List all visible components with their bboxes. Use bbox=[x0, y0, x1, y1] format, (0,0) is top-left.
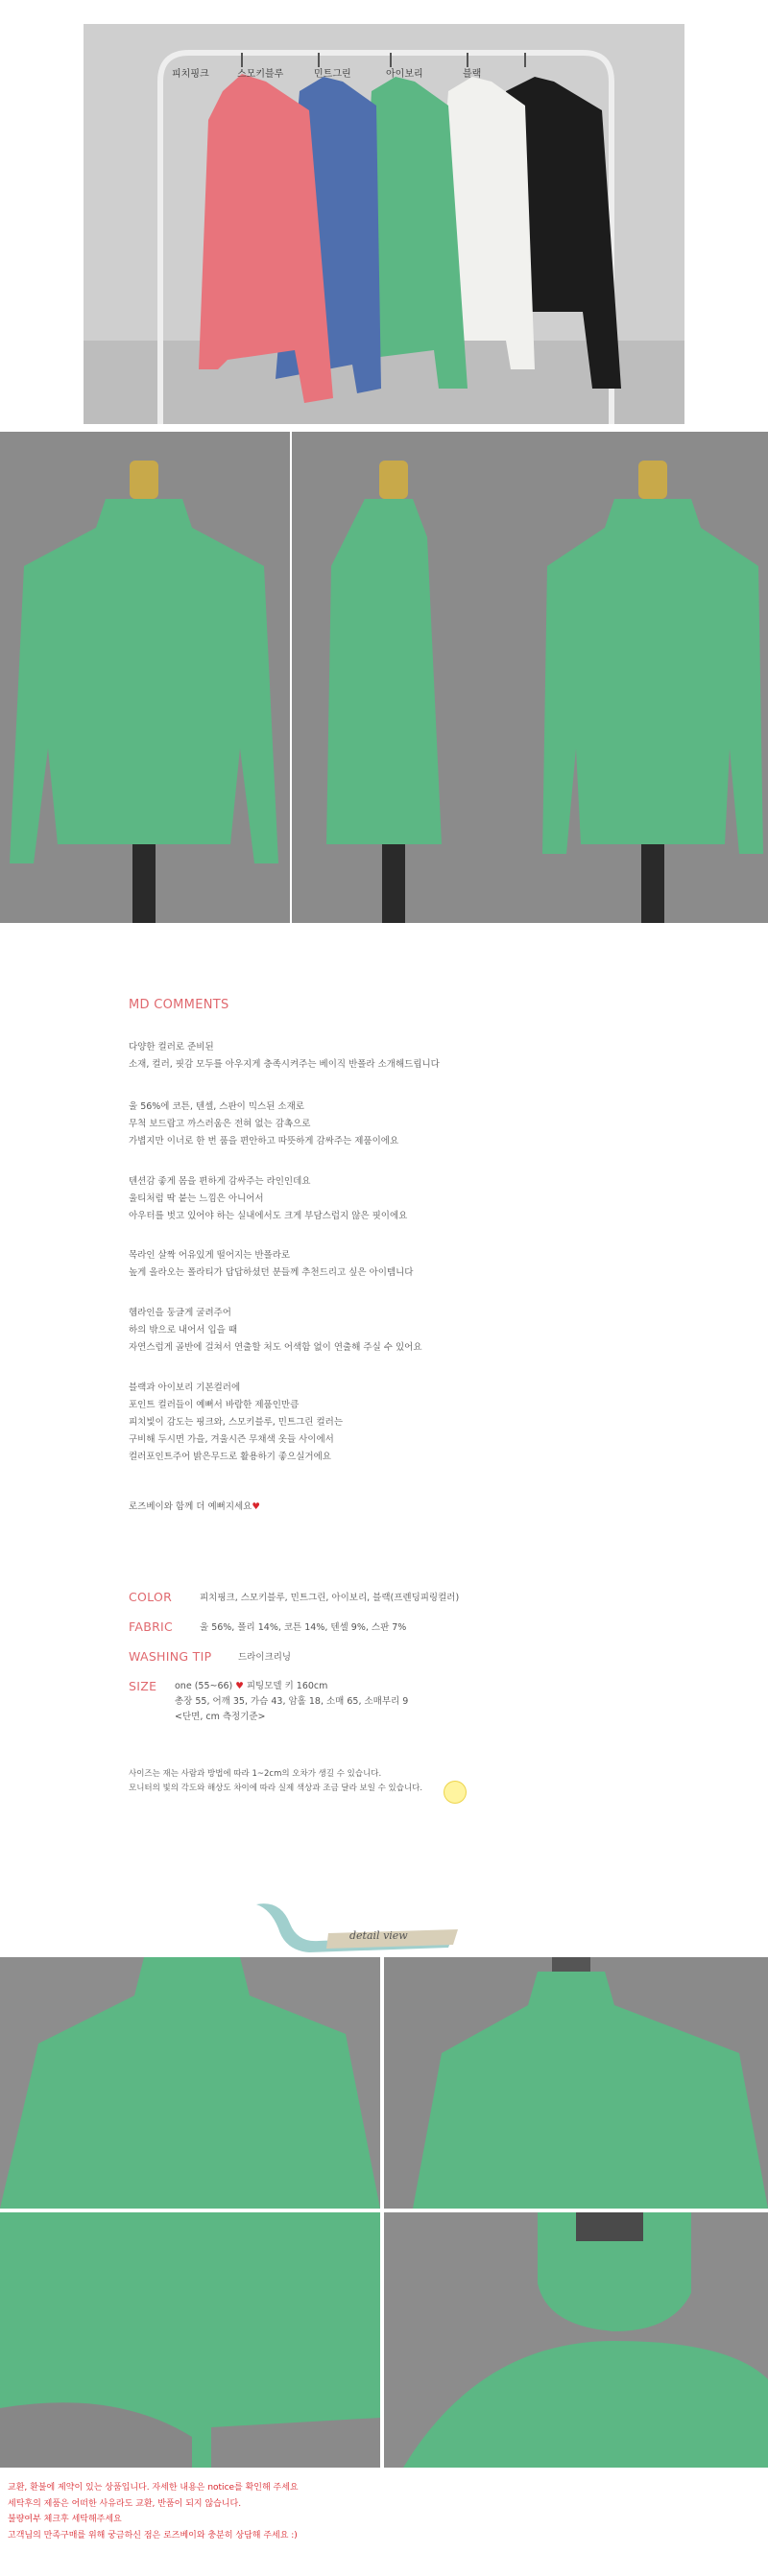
comment-line: 헴라인을 둥글게 굴려주어 bbox=[129, 1308, 231, 1318]
size-range: one (55~66) bbox=[175, 1681, 233, 1691]
size-note-line: 사이즈는 재는 사람과 방법에 따라 1~2cm의 오차가 생길 수 있습니다. bbox=[129, 1769, 382, 1779]
return-notice bbox=[8, 2480, 299, 2543]
detail-view-banner bbox=[252, 1895, 463, 1952]
size-measure-basis: <단면, cm 측정기준> bbox=[175, 1712, 266, 1722]
spec-size-value bbox=[175, 1679, 408, 1725]
fitting-model-height: 피팅모델 키 160cm bbox=[246, 1681, 328, 1691]
comment-line: 하의 밖으로 내어서 입을 때 bbox=[129, 1325, 238, 1335]
notice-line: 교환, 환불에 제약이 있는 상품입니다. 자세한 내용은 notice를 확인해 주세요 bbox=[8, 2483, 299, 2493]
heart-icon: ♥ bbox=[252, 1501, 260, 1512]
size-measurements: 총장 55, 어깨 35, 가슴 43, 암홀 18, 소매 65, 소매부리 9 bbox=[175, 1696, 409, 1707]
comment-paragraph-4 bbox=[129, 1247, 413, 1282]
comment-paragraph-6 bbox=[129, 1380, 343, 1466]
comment-line: 다양한 컬러로 준비된 bbox=[129, 1042, 214, 1052]
comment-paragraph-3 bbox=[129, 1173, 407, 1225]
mannequin-views-photo bbox=[0, 432, 768, 923]
spec-color-key: COLOR bbox=[129, 1590, 173, 1604]
comment-line: 목라인 살짝 어유있게 떨어지는 반폴라로 bbox=[129, 1250, 291, 1261]
cursor-highlight bbox=[444, 1781, 467, 1804]
comment-line: 무척 보드랍고 까스러움은 전혀 없는 감촉으로 bbox=[129, 1119, 311, 1129]
rack-photo bbox=[84, 24, 684, 424]
size-note-line: 모니터의 빛의 각도와 해상도 차이에 따라 실제 색상과 조금 달라 보일 수 있습니다. bbox=[129, 1784, 423, 1793]
notice-line: 고객님의 만족구매를 위해 궁금하신 점은 로즈베이와 충분히 상담해 주세요 :) bbox=[8, 2530, 298, 2541]
comment-line: 피치빛이 감도는 핑크와, 스모키블루, 민트그린 컬러는 bbox=[129, 1417, 344, 1428]
comment-line: 가볍지만 이너로 한 번 품을 편안하고 따뜻하게 감싸주는 제품이에요 bbox=[129, 1136, 399, 1146]
spec-washing-key: WASHING TIP bbox=[129, 1649, 212, 1664]
comment-line: 구비해 두시면 가을, 겨울시즌 무채색 옷들 사이에서 bbox=[129, 1434, 334, 1445]
md-comments-title: MD COMMENTS bbox=[129, 998, 229, 1012]
ribbon-illustration bbox=[252, 1895, 463, 1952]
spec-size-key: SIZE bbox=[129, 1679, 157, 1693]
color-label-peach-pink: 피치핑크 bbox=[172, 69, 209, 80]
comment-line: 울 56%에 코튼, 텐셀, 스판이 믹스된 소재로 bbox=[129, 1101, 304, 1112]
comment-line: 울티처럼 딱 붙는 느낌은 아니어서 bbox=[129, 1193, 264, 1204]
spec-fabric-value: 울 56%, 폴리 14%, 코튼 14%, 텐셀 9%, 스판 7% bbox=[200, 1622, 407, 1633]
color-label-smoky-blue: 스모키블루 bbox=[237, 69, 284, 80]
comment-line: 아우터를 벗고 있어야 하는 실내에서도 크게 부담스럽지 않은 핏이에요 bbox=[129, 1211, 408, 1221]
comment-line: 로즈베이와 함께 더 예뻐지세요 bbox=[129, 1501, 252, 1512]
color-label-black: 블랙 bbox=[463, 69, 482, 80]
comment-line: 높게 올라오는 폴라티가 답답하셨던 분들께 추천드리고 싶은 아이템니다 bbox=[129, 1267, 414, 1278]
color-label-ivory: 아이보리 bbox=[386, 69, 423, 80]
spec-fabric-key: FABRIC bbox=[129, 1619, 174, 1634]
heart-icon: ♥ bbox=[235, 1681, 244, 1691]
mannequin-illustration bbox=[0, 432, 768, 923]
comment-line: 소재, 컬러, 핏감 모두를 아우지게 충족시켜주는 베이직 반폴라 소개해드립니다 bbox=[129, 1059, 440, 1070]
comment-line: 블랙과 아이보리 기본컬러에 bbox=[129, 1383, 241, 1393]
comment-line: 텐션감 좋게 몸을 편하게 감싸주는 라인인데요 bbox=[129, 1176, 311, 1187]
spec-color-value: 피치핑크, 스모키블루, 민트그린, 아이보리, 블랙(프렌딩피링컬러) bbox=[200, 1593, 460, 1603]
comment-paragraph-7 bbox=[129, 1499, 260, 1516]
comment-paragraph-2 bbox=[129, 1099, 398, 1150]
detail-photos bbox=[0, 1957, 768, 2468]
notice-line: 세탁후의 제품은 어떠한 사유라도 교환, 반품이 되지 않습니다. bbox=[8, 2498, 242, 2509]
comment-line: 자연스럽게 골반에 걸쳐서 연출할 처도 어색함 없이 연출해 주실 수 있어요 bbox=[129, 1342, 422, 1353]
comment-paragraph-1 bbox=[129, 1039, 440, 1074]
comment-paragraph-5 bbox=[129, 1305, 422, 1357]
clothing-rack-illustration bbox=[84, 24, 684, 424]
detail-view-label: detail view bbox=[349, 1929, 408, 1942]
color-label-mint-green: 민트그린 bbox=[314, 69, 351, 80]
size-note bbox=[129, 1767, 422, 1796]
detail-photos-illustration bbox=[0, 1957, 768, 2468]
comment-line: 포인트 컬러들이 예뻐서 바람한 제품인만큼 bbox=[129, 1400, 300, 1410]
notice-line: 불량여부 체크후 세탁해주세요 bbox=[8, 2515, 122, 2524]
comment-line: 컬러포인트주어 밝은무드로 활용하기 좋으실거에요 bbox=[129, 1452, 331, 1462]
spec-washing-value: 드라이크리닝 bbox=[238, 1652, 292, 1663]
